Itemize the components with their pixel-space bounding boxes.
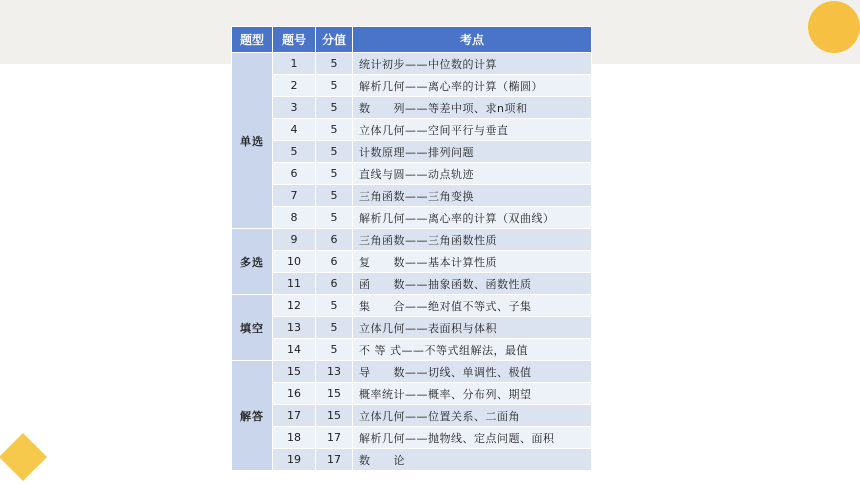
header-topic: 考点 xyxy=(353,27,592,53)
question-number-cell: 8 xyxy=(273,207,316,229)
table-row xyxy=(232,75,592,97)
topic-cell: 概率统计——概率、分布列、期望 xyxy=(353,383,592,405)
topic-cell: 直线与圆——动点轨迹 xyxy=(353,163,592,185)
question-type-cell: 多选 xyxy=(232,229,273,295)
topic-cell: 立体几何——位置关系、二面角 xyxy=(353,405,592,427)
topic-cell: 不 等 式——不等式组解法，最值 xyxy=(353,339,592,361)
topic-cell: 统计初步——中位数的计算 xyxy=(353,53,592,75)
score-cell: 5 xyxy=(316,75,353,97)
question-number-cell: 18 xyxy=(273,427,316,449)
table-row xyxy=(232,317,592,339)
table-row xyxy=(232,361,592,383)
topic-cell: 复 数——基本计算性质 xyxy=(353,251,592,273)
question-number-cell: 14 xyxy=(273,339,316,361)
question-number-cell: 9 xyxy=(273,229,316,251)
table-header-row xyxy=(232,27,592,53)
question-type-cell: 解答 xyxy=(232,361,273,471)
topic-cell: 立体几何——表面积与体积 xyxy=(353,317,592,339)
table-row xyxy=(232,229,592,251)
table-body xyxy=(232,53,592,471)
question-number-cell: 10 xyxy=(273,251,316,273)
table-row xyxy=(232,449,592,471)
score-cell: 5 xyxy=(316,163,353,185)
score-cell: 17 xyxy=(316,427,353,449)
question-number-cell: 7 xyxy=(273,185,316,207)
question-number-cell: 1 xyxy=(273,53,316,75)
topic-cell: 立体几何——空间平行与垂直 xyxy=(353,119,592,141)
topic-cell: 函 数——抽象函数、函数性质 xyxy=(353,273,592,295)
topic-cell: 三角函数——三角函数性质 xyxy=(353,229,592,251)
table-row xyxy=(232,405,592,427)
table-row xyxy=(232,97,592,119)
score-cell: 5 xyxy=(316,207,353,229)
question-type-cell: 单选 xyxy=(232,53,273,229)
question-number-cell: 16 xyxy=(273,383,316,405)
table-row xyxy=(232,295,592,317)
table-row xyxy=(232,207,592,229)
table-row xyxy=(232,427,592,449)
decorative-circle xyxy=(808,1,860,53)
question-number-cell: 19 xyxy=(273,449,316,471)
table-row xyxy=(232,119,592,141)
score-cell: 5 xyxy=(316,339,353,361)
topic-cell: 数 列——等差中项、求n项和 xyxy=(353,97,592,119)
header-score: 分值 xyxy=(316,27,353,53)
question-type-cell: 填空 xyxy=(232,295,273,361)
score-cell: 6 xyxy=(316,273,353,295)
score-cell: 5 xyxy=(316,119,353,141)
question-number-cell: 11 xyxy=(273,273,316,295)
table-row xyxy=(232,251,592,273)
score-cell: 6 xyxy=(316,251,353,273)
table-row xyxy=(232,141,592,163)
score-cell: 5 xyxy=(316,97,353,119)
table-row xyxy=(232,53,592,75)
question-number-cell: 13 xyxy=(273,317,316,339)
table-row xyxy=(232,163,592,185)
score-cell: 5 xyxy=(316,141,353,163)
score-cell: 5 xyxy=(316,53,353,75)
table-row xyxy=(232,383,592,405)
question-number-cell: 6 xyxy=(273,163,316,185)
topic-cell: 解析几何——离心率的计算（椭圆） xyxy=(353,75,592,97)
question-number-cell: 15 xyxy=(273,361,316,383)
question-number-cell: 4 xyxy=(273,119,316,141)
topic-cell: 解析几何——抛物线、定点问题、面积 xyxy=(353,427,592,449)
score-cell: 5 xyxy=(316,185,353,207)
question-number-cell: 3 xyxy=(273,97,316,119)
exam-topic-table xyxy=(231,26,591,467)
topic-cell: 计数原理——排列问题 xyxy=(353,141,592,163)
topic-cell: 解析几何——离心率的计算（双曲线） xyxy=(353,207,592,229)
topic-cell: 三角函数——三角变换 xyxy=(353,185,592,207)
question-number-cell: 2 xyxy=(273,75,316,97)
question-number-cell: 5 xyxy=(273,141,316,163)
topic-cell: 数 论 xyxy=(353,449,592,471)
table-row xyxy=(232,273,592,295)
topic-cell: 导 数——切线、单调性、极值 xyxy=(353,361,592,383)
score-cell: 17 xyxy=(316,449,353,471)
score-cell: 6 xyxy=(316,229,353,251)
score-cell: 15 xyxy=(316,383,353,405)
topic-cell: 集 合——绝对值不等式、子集 xyxy=(353,295,592,317)
score-cell: 13 xyxy=(316,361,353,383)
question-number-cell: 12 xyxy=(273,295,316,317)
header-type: 题型 xyxy=(232,27,273,53)
score-cell: 5 xyxy=(316,295,353,317)
table-row xyxy=(232,339,592,361)
table-row xyxy=(232,185,592,207)
score-cell: 5 xyxy=(316,317,353,339)
decorative-diamond xyxy=(0,433,47,481)
header-number: 题号 xyxy=(273,27,316,53)
question-number-cell: 17 xyxy=(273,405,316,427)
score-cell: 15 xyxy=(316,405,353,427)
